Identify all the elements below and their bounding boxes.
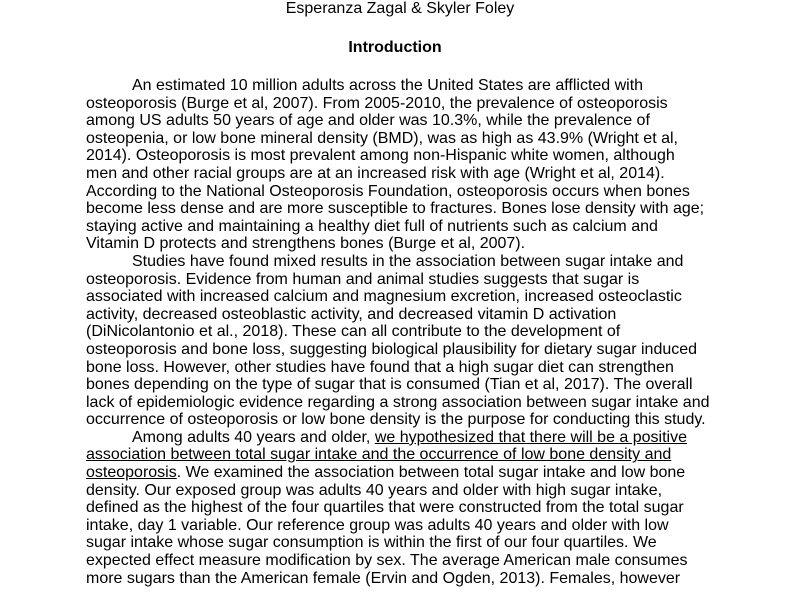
text-line: staying active and maintaining a healthy diet full of nutrients such as calcium and xyxy=(86,217,658,235)
text-line: more sugars than the American female (Ervin and Ogden, 2013). Females, however xyxy=(86,569,681,587)
text-line: osteoporosis. Evidence from human and animal studies suggests that sugar is xyxy=(86,270,640,288)
body-text xyxy=(86,77,714,587)
text-line: Studies have found mixed results in the association between sugar intake and xyxy=(132,252,684,270)
text-segment: . We examined the association between total sugar intake and low bone xyxy=(176,464,686,482)
paragraph-hypothesis xyxy=(86,429,714,587)
text-line: lack of epidemiologic evidence regarding a strong association between sugar intake and xyxy=(86,393,710,411)
text-line: men and other racial groups are at an increased risk with age (Wright et al, 2014). xyxy=(86,164,665,182)
text-line: intake, day 1 variable. Our reference group was adults 40 years and older with low xyxy=(86,516,669,534)
text-line: activity, decreased osteoblastic activity, and decreased vitamin D activation xyxy=(86,305,617,323)
text-line: 2014). Osteoporosis is most prevalent among non-Hispanic white women, although xyxy=(86,147,675,165)
author-names: Esperanza Zagal & Skyler Foley xyxy=(285,0,515,17)
text-line: occurrence of osteoporosis or low bone density is the purpose for conducting this study. xyxy=(86,411,706,429)
hypothesis-underlined-text: osteoporosis xyxy=(86,464,177,482)
text-segment: Among adults 40 years and older, xyxy=(132,428,375,446)
text-line: associated with increased calcium and magnesium excretion, increased osteoclastic xyxy=(86,288,682,306)
text-line xyxy=(86,429,714,447)
text-line: become less dense and are more susceptible to fractures. Bones lose density with age; xyxy=(86,200,705,218)
paragraph-prevalence xyxy=(86,77,714,253)
text-line: among US adults 50 years of age and older was 10.3%, while the prevalence of xyxy=(86,112,650,130)
text-line: osteoporosis and bone loss, suggesting biological plausibility for dietary sugar induced xyxy=(86,340,698,358)
text-line: An estimated 10 million adults across the United States are afflicted with xyxy=(132,77,644,94)
text-line: bone loss. However, other studies have found that a high sugar diet can strengthen xyxy=(86,358,674,376)
text-line xyxy=(86,464,714,482)
text-line: (DiNicolantonio et al., 2018). These can all contribute to the development of xyxy=(86,323,621,341)
hypothesis-underlined-text: we hypothesized that there will be a positive xyxy=(374,428,688,446)
text-line: osteopenia, or low bone mineral density (BMD), was as high as 43.9% (Wright et al, xyxy=(86,129,678,147)
section-heading: Introduction xyxy=(348,39,442,56)
text-line: Vitamin D protects and strengthens bones (Burge et al, 2007). xyxy=(86,235,526,253)
text-line: sugar intake whose sugar consumption is within the first of our four quartiles. We xyxy=(86,534,657,552)
text-line: expected effect measure modification by sex. The average American male consumes xyxy=(86,552,688,570)
text-line: bones depending on the type of sugar that is consumed (Tian et al, 2017). The overall xyxy=(86,376,693,394)
text-line xyxy=(86,446,714,464)
text-line: defined as the highest of the four quartiles that were constructed from the total sugar xyxy=(86,499,684,517)
text-line: According to the National Osteoporosis Foundation, osteoporosis occurs when bones xyxy=(86,182,690,200)
text-line: density. Our exposed group was adults 40 years and older with high sugar intake, xyxy=(86,481,663,499)
hypothesis-underlined-text: association between total sugar intake and the occurrence of low bone density and xyxy=(86,446,672,464)
paragraph-mixed-results xyxy=(86,253,714,429)
text-line: osteoporosis (Burge et al, 2007). From 2005-2010, the prevalence of osteoporosis xyxy=(86,94,668,112)
